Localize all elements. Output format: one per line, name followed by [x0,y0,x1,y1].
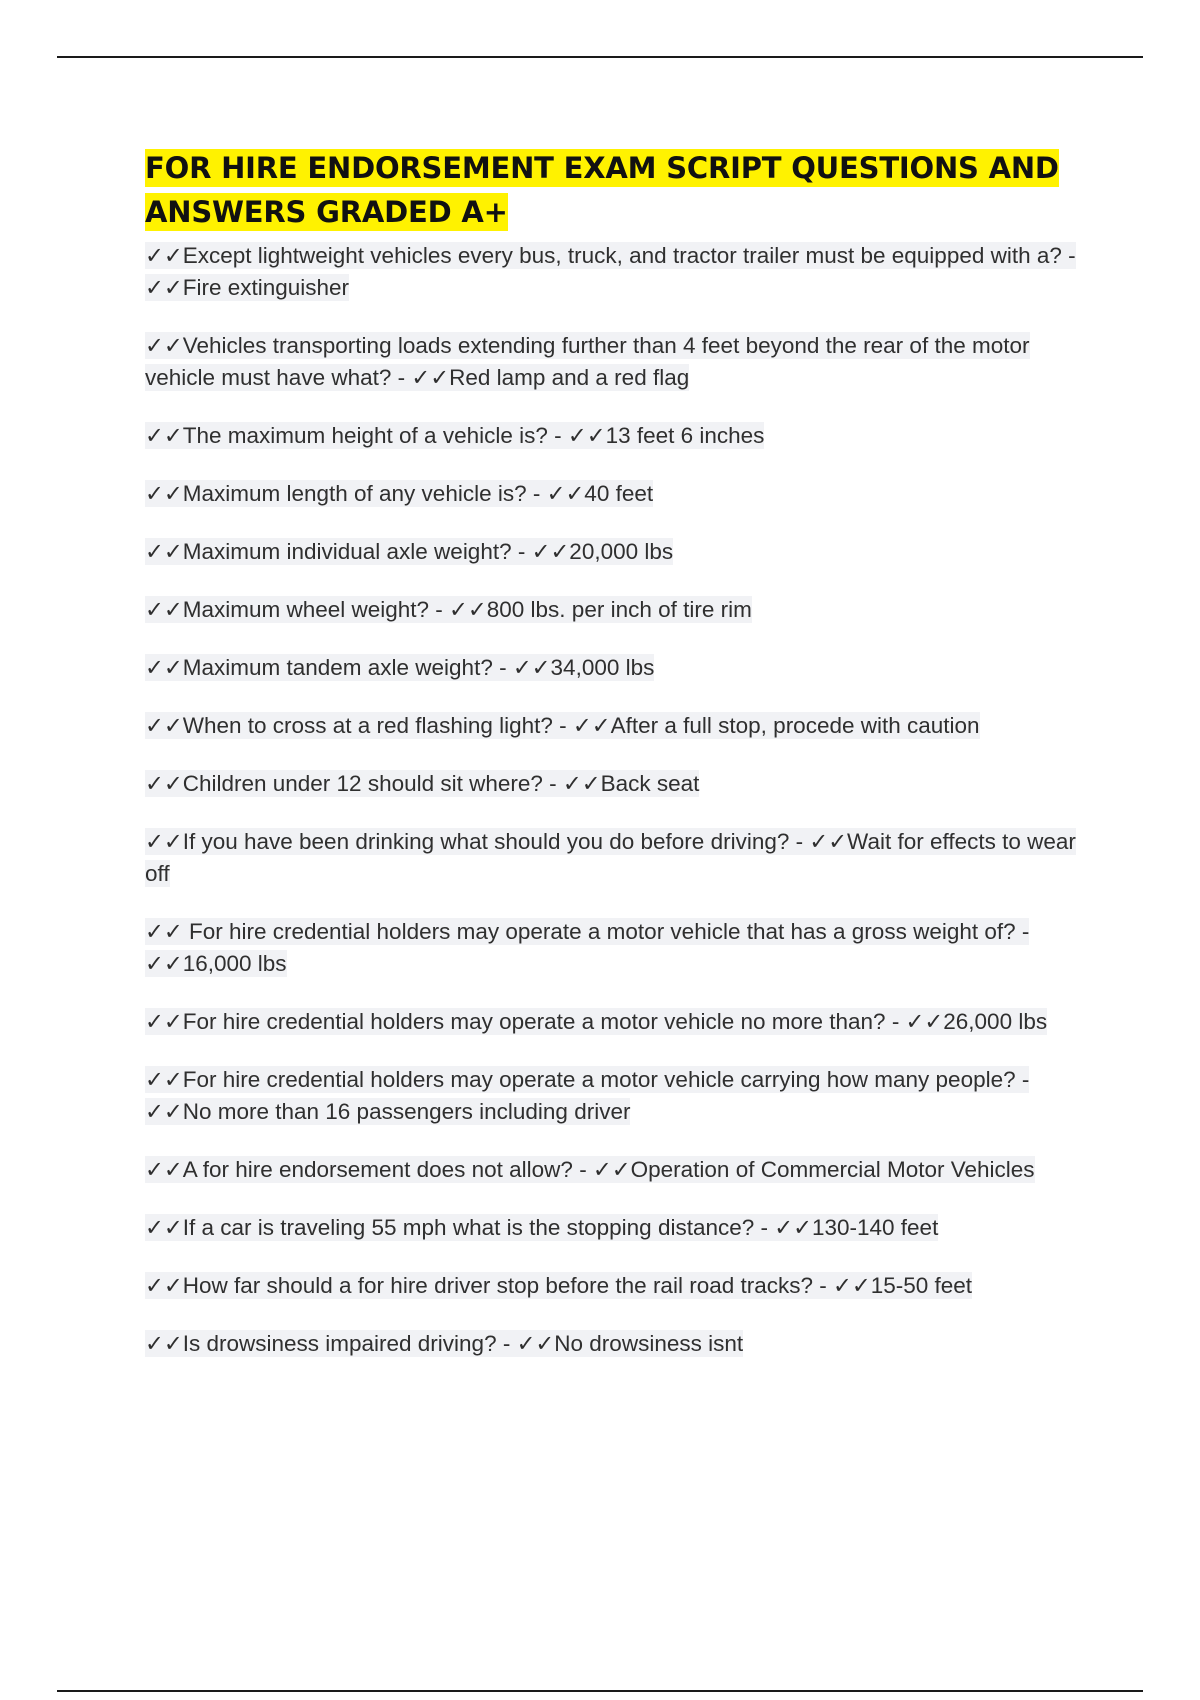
qa-item: ✓✓The maximum height of a vehicle is? - ✓✓13 feet 6 inches [145,423,765,448]
qa-item: ✓✓Maximum length of any vehicle is? - ✓✓40 feet [145,481,654,506]
qa-item: ✓✓For hire credential holders may operate a motor vehicle carrying how many people? - ✓✓No more than 16 passengers including driver [145,1067,1030,1124]
document-title [145,146,1095,234]
qa-item: ✓✓Maximum tandem axle weight? - ✓✓34,000 lbs [145,655,655,680]
top-rule [57,56,1143,58]
qa-list [145,240,1095,1360]
qa-item: ✓✓If a car is traveling 55 mph what is the stopping distance? - ✓✓130-140 feet [145,1215,939,1240]
document-body [145,146,1095,1386]
qa-item: ✓✓Vehicles transporting loads extending further than 4 feet beyond the rear of the motor vehicle must have what? - ✓✓Red lamp and a red flag [145,333,1030,390]
qa-item: ✓✓Children under 12 should sit where? - ✓✓Back seat [145,771,700,796]
qa-item: ✓✓For hire credential holders may operate a motor vehicle no more than? - ✓✓26,000 lbs [145,1009,1048,1034]
qa-item: ✓✓Maximum individual axle weight? - ✓✓20,000 lbs [145,539,674,564]
qa-item: ✓✓When to cross at a red flashing light? - ✓✓After a full stop, procede with caution [145,713,980,738]
title-highlight: FOR HIRE ENDORSEMENT EXAM SCRIPT QUESTIONS AND ANSWERS GRADED A+ [145,151,1059,229]
qa-item: ✓✓Is drowsiness impaired driving? - ✓✓No drowsiness isnt [145,1331,744,1356]
qa-item: ✓✓A for hire endorsement does not allow? - ✓✓Operation of Commercial Motor Vehicles [145,1157,1035,1182]
qa-item: ✓✓If you have been drinking what should you do before driving? - ✓✓Wait for effects to wear off [145,829,1076,886]
bottom-rule [57,1690,1143,1692]
qa-item: ✓✓Maximum wheel weight? - ✓✓800 lbs. per inch of tire rim [145,597,752,622]
qa-item: ✓✓Except lightweight vehicles every bus, truck, and tractor trailer must be equipped with a? - ✓✓Fire extinguisher [145,243,1076,300]
qa-item: ✓✓How far should a for hire driver stop before the rail road tracks? - ✓✓15-50 feet [145,1273,973,1298]
qa-item: ✓✓ For hire credential holders may operate a motor vehicle that has a gross weight of? - ✓✓16,000 lbs [145,919,1030,976]
